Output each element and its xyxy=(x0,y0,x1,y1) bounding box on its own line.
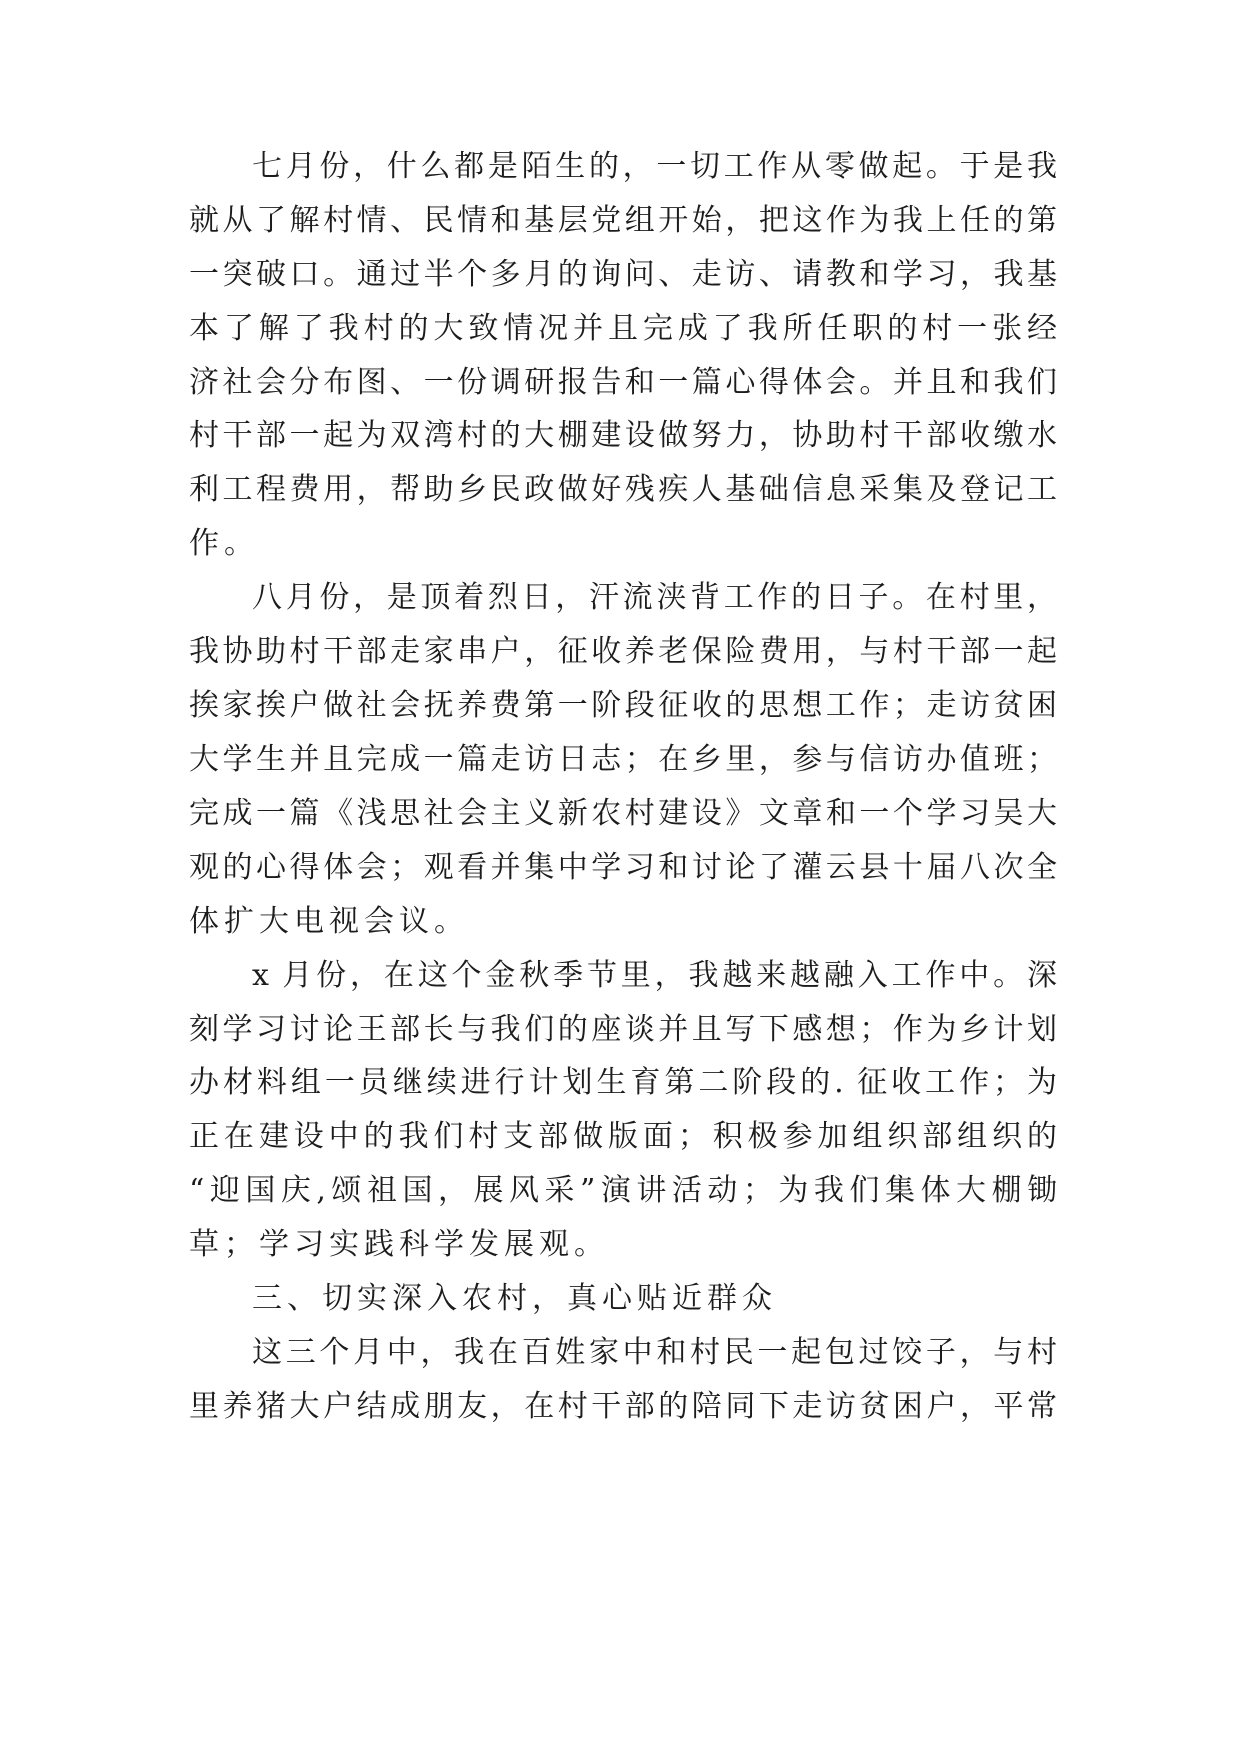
paragraph-x-month-line-6: 草；学习实践科学发展观。 xyxy=(189,1227,609,1262)
paragraph-x-month-line-2: 刻学习讨论王部长与我们的座谈并且写下感想；作为乡计划 xyxy=(189,1012,1057,1047)
paragraph-x-month-line-5: “迎国庆,颂祖国，展风采”演讲活动；为我们集体大棚锄 xyxy=(189,1173,1057,1208)
paragraph-july-line-4: 本了解了我村的大致情况并且完成了我所任职的村一张经 xyxy=(189,311,1057,346)
paragraph-x-month-line-4: 正在建设中的我们村支部做版面；积极参加组织部组织的 xyxy=(189,1119,1057,1154)
paragraph-august-line-7: 体扩大电视会议。 xyxy=(189,904,469,939)
paragraph-july-line-8: 作。 xyxy=(189,526,259,561)
paragraph-x-month-line-3: 办材料组一员继续进行计划生育第二阶段的. 征收工作；为 xyxy=(189,1065,1057,1100)
paragraph-august-line-4: 大学生并且完成一篇走访日志；在乡里，参与信访办值班； xyxy=(189,742,1057,777)
paragraph-x-month-line-1: x 月份，在这个金秋季节里，我越来越融入工作中。深 xyxy=(252,958,1057,993)
paragraph-august-line-1: 八月份，是顶着烈日，汗流浃背工作的日子。在村里， xyxy=(252,580,1057,615)
section-heading: 三、切实深入农村，真心贴近群众 xyxy=(252,1281,777,1316)
paragraph-three-months-line-1: 这三个月中，我在百姓家中和村民一起包过饺子，与村 xyxy=(252,1335,1057,1370)
paragraph-july-line-2: 就从了解村情、民情和基层党组开始，把这作为我上任的第 xyxy=(189,203,1057,238)
paragraph-three-months-line-2: 里养猪大户结成朋友，在村干部的陪同下走访贫困户，平常 xyxy=(189,1389,1057,1424)
paragraph-august-line-6: 观的心得体会；观看并集中学习和讨论了灌云县十届八次全 xyxy=(189,850,1057,885)
paragraph-july-line-3: 一突破口。通过半个多月的询问、走访、请教和学习，我基 xyxy=(189,257,1057,292)
paragraph-august-line-3: 挨家挨户做社会抚养费第一阶段征收的思想工作；走访贫困 xyxy=(189,688,1057,723)
paragraph-august-line-5: 完成一篇《浅思社会主义新农村建设》文章和一个学习吴大 xyxy=(189,796,1057,831)
paragraph-july-line-7: 利工程费用，帮助乡民政做好残疾人基础信息采集及登记工 xyxy=(189,472,1057,507)
paragraph-july-line-5: 济社会分布图、一份调研报告和一篇心得体会。并且和我们 xyxy=(189,365,1057,400)
paragraph-july-line-1: 七月份，什么都是陌生的，一切工作从零做起。于是我 xyxy=(252,149,1057,184)
paragraph-august-line-2: 我协助村干部走家串户，征收养老保险费用，与村干部一起 xyxy=(189,634,1057,669)
paragraph-july-line-6: 村干部一起为双湾村的大棚建设做努力，协助村干部收缴水 xyxy=(189,418,1057,453)
